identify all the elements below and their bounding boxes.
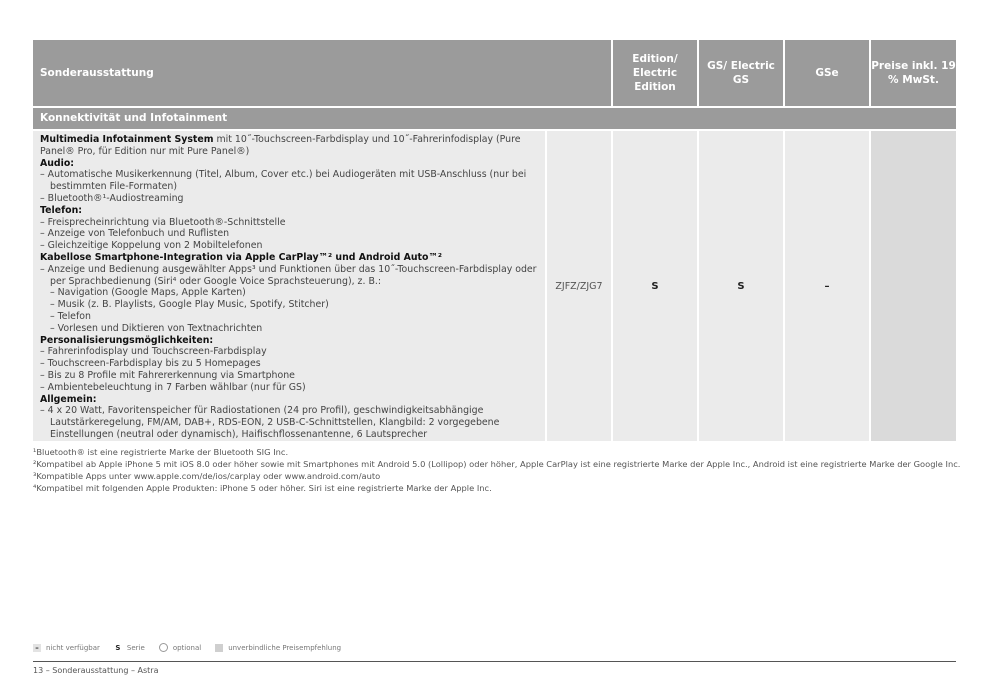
phone-item: – Anzeige von Telefonbuch und Ruflisten [40,228,230,240]
personal-item: – Touchscreen-Farbdisplay bis zu 5 Homepages [40,358,261,370]
legend-optional: optional [159,643,201,652]
table-row [33,131,956,441]
series-s-icon: S [115,643,121,652]
row-gse-value: – [783,131,869,441]
equipment-table [33,40,956,441]
audio-item: – Bluetooth®¹-Audiostreaming [40,192,184,204]
row-edition-value: S [611,131,697,441]
dash-icon: – [33,644,41,652]
general-heading: Allgemein: [40,393,97,405]
legend-not-available: – nicht verfügbar [33,644,100,652]
row-gs-value: S [697,131,783,441]
row-code: ZJFZ/ZJG7 [545,131,611,441]
smartphone-subitem: – Navigation (Google Maps, Apple Karten) [50,287,246,299]
grey-square-icon [215,644,223,652]
header-description: Sonderausstattung [40,67,154,79]
personal-item: – Bis zu 8 Profile mit Fahrererkennung via Smartphone [40,369,295,381]
footnote-3: ³Kompatible Apps unter www.apple.com/de/ios/carplay oder www.android.com/auto [33,471,381,481]
legend [33,643,347,652]
personal-item: – Ambientebeleuchtung in 7 Farben wählbar (nur für GS) [40,381,306,393]
audio-item: – Automatische Musikerkennung (Titel, Album, Cover etc.) bei Audiogeräten mit USB-Anschluss (nur bei bestimmten File-Formaten) [40,169,527,193]
phone-item: – Freisprecheinrichtung via Bluetooth®-Schnittstelle [40,216,286,228]
personal-heading: Personalisierungsmöglichkeiten: [40,334,214,346]
personal-item: – Fahrerinfodisplay und Touchscreen-Farbdisplay [40,346,267,358]
footnote-1: ¹Bluetooth® ist eine registrierte Marke der Bluetooth SIG Inc. [33,447,289,457]
phone-item: – Gleichzeitige Koppelung von 2 Mobiltelefonen [40,240,263,252]
smartphone-subitem: – Musik (z. B. Playlists, Google Play Music, Spotify, Stitcher) [50,299,329,311]
smartphone-subitem: – Telefon [50,310,91,322]
footnote-4: ⁴Kompatibel mit folgenden Apple Produkten: iPhone 5 oder höher. Siri ist eine registrierte Marke der Apple Inc. [33,483,492,493]
general-item: – 4 x 20 Watt, Favoritenspeicher für Radiostationen (24 pro Profil), geschwindigkeitsabhängige Lautstärkeregelung, FM/AM, DAB+, RDS-EON, 2 USB-C-Schnittstellen, Klangbild: 2 vorgegebene Einstellungen (neutral oder dynamisch), Haifischflossenantenne, 6 Lautsprecher [40,405,500,440]
row-description [33,131,545,441]
header-gs: GS/ Electric GS [697,40,783,106]
table-header [33,40,956,106]
header-edition: Edition/ Electric Edition [611,40,697,106]
legend-price: unverbindliche Preisempfehlung [215,644,341,652]
smartphone-item: – Anzeige und Bedienung ausgewählter Apps³ und Funktionen über das 10˝-Touchscreen-Farbdisplay oder per Sprachbedienung (Siri⁴ oder Google Voice Sprachsteuerung), z. B.: [40,263,537,287]
page-footer: 13 – Sonderausstattung – Astra [33,666,159,675]
row-price [869,131,956,441]
footnote-2: ²Kompatibel ab Apple iPhone 5 mit iOS 8.0 oder höher sowie mit Smartphones mit Android 5.0 (Lollipop) oder höher, Apple CarPlay ist eine registrierte Marke der Apple Inc., Android ist eine registrierte Marke der Google Inc. [33,459,961,469]
row-title: Multimedia Infotainment System mit 10˝-Touchscreen-Farbdisplay und 10˝-Fahrerinfodisplay (Pure Panel® Pro, für Edition nur mit Pure Panel®) [40,134,521,157]
header-price: Preise inkl. 19 % MwSt. [869,40,956,106]
legend-series: S Serie [115,643,145,652]
footer-divider [33,661,956,662]
smartphone-heading: Kabellose Smartphone-Integration via Apple CarPlay™² und Android Auto™² [40,251,442,263]
smartphone-subitem: – Vorlesen und Diktieren von Textnachrichten [50,322,263,334]
audio-heading: Audio: [40,157,75,169]
header-gse: GSe [783,40,869,106]
circle-icon [159,643,168,652]
phone-heading: Telefon: [40,204,83,216]
section-title: Konnektivität und Infotainment [33,108,956,129]
footnotes [33,446,963,494]
